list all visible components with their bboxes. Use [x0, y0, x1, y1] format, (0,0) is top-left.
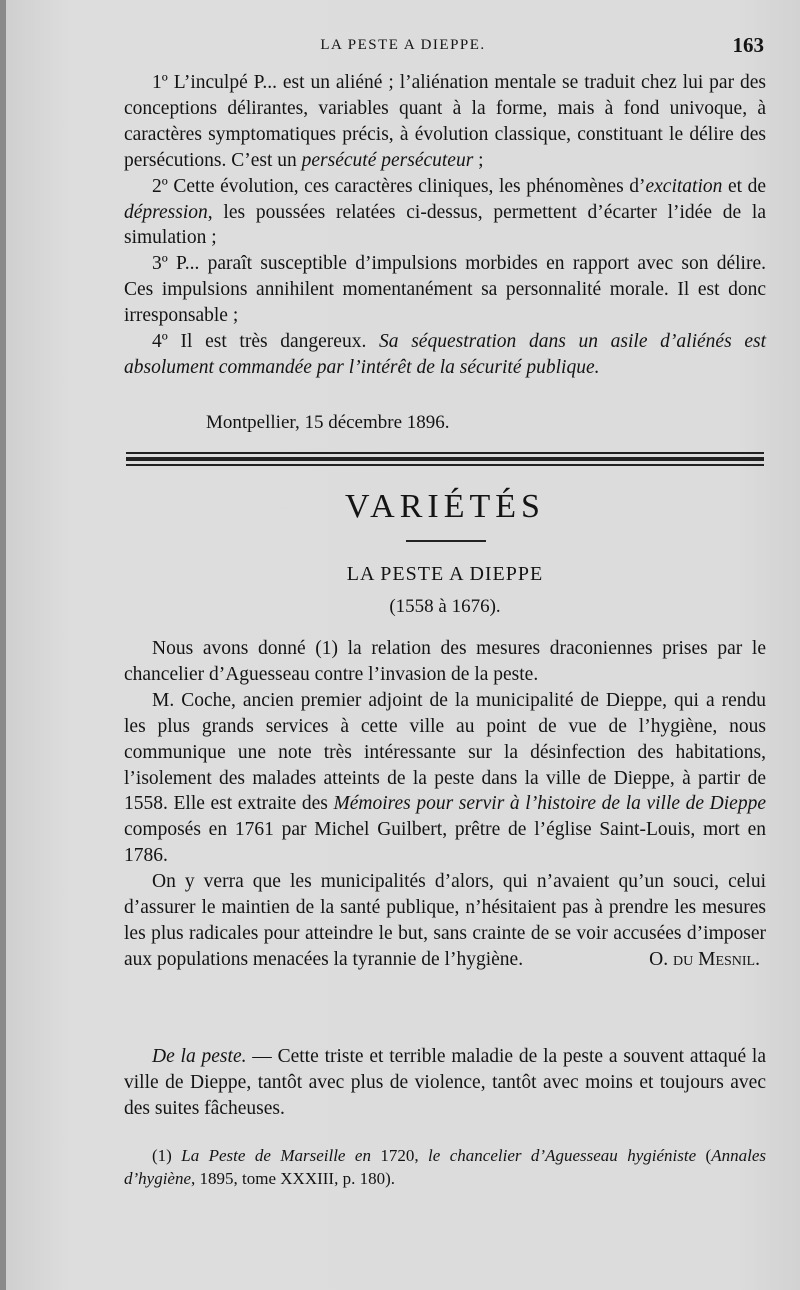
article-dates: (1558 à 1676).	[389, 596, 501, 617]
conclusion-2	[124, 174, 766, 252]
footnote-italic-c: Annales d’hygiène	[124, 1146, 766, 1188]
conclusion-4-text: 4º Il est très dangereux.	[152, 331, 380, 353]
running-head	[6, 33, 800, 61]
conclusion-2-italic-b: dépression	[124, 201, 208, 223]
article-paragraph-1: Nous avons donné (1) la relation des mesures draconiennes prises par le chancelier d’Aguesseau contre l’invasion de la peste.	[124, 638, 766, 685]
footnote-text-c: , 1895, tome XXXIII, p. 180).	[191, 1169, 395, 1188]
article-paragraph-4	[124, 1044, 766, 1122]
document-page	[6, 0, 800, 1290]
footnote-marker: (1)	[152, 1146, 182, 1165]
divider-thin-top	[126, 452, 764, 454]
page-number: 163	[732, 33, 764, 57]
signature	[621, 947, 760, 973]
divider-thin-bottom	[126, 464, 764, 466]
footnote-text-a: 1720,	[370, 1146, 429, 1165]
signature-initial: O.	[649, 948, 674, 970]
article-paragraph-2-italic: Mémoires pour servir à l’histoire de la ville de Dieppe	[333, 793, 766, 815]
article-paragraph-4-italic: De la peste.	[152, 1046, 247, 1067]
signature-name: du Mesnil.	[673, 948, 760, 970]
footnote-1	[124, 1144, 766, 1190]
footnote-text-b: (	[696, 1146, 712, 1165]
section-rule	[406, 540, 486, 542]
conclusion-2-italic-a: excitation	[645, 175, 723, 197]
conclusion-2-text-b: et de	[722, 175, 766, 197]
conclusion-4	[124, 329, 766, 381]
article-paragraph-3	[124, 869, 766, 973]
conclusion-2-text-c: , les poussées relatées ci-dessus, permettent d’écarter l’idée de la simulation ;	[124, 201, 766, 249]
article-paragraph-2-text-b: composés en 1761 par Michel Guilbert, prêtre de l’église Saint-Louis, mort en 1786.	[124, 819, 766, 867]
divider-thick	[126, 457, 764, 461]
footnote-italic-a: La Peste de Marseille en	[181, 1146, 371, 1165]
footnote	[124, 1144, 766, 1190]
conclusions-block	[124, 70, 766, 381]
conclusion-2-text-a: 2º Cette évolution, ces caractères cliniques, les phénomènes d’	[152, 175, 646, 197]
article-title: LA PESTE A DIEPPE	[346, 563, 544, 585]
conclusion-1-text: 1º L’inculpé P... est un aliéné ; l’aliénation mentale se traduit chez lui par des conceptions délirantes, variables quant à la forme, mais à fond univoque, à caractères symptomatiques précis, à évolution classique, constituant le délire des persécutions. C’est un	[124, 72, 766, 171]
section-title: VARIÉTÉS	[345, 488, 545, 525]
article-body	[124, 636, 766, 973]
conclusion-1-end: ;	[473, 149, 484, 171]
conclusion-1-italic: persécuté persécuteur	[301, 149, 474, 171]
conclusion-3: 3º P... paraît susceptible d’impulsions morbides en rapport avec son délire. Ces impulsions annihilent momentanément sa personnalité morale. Il est donc irresponsable ;	[124, 253, 766, 327]
conclusion-4-italic: Sa séquestration dans un asile d’aliénés est absolument commandée par l’intérêt de la sécurité publique.	[124, 331, 767, 378]
article-paragraph-2-text-a: M. Coche, ancien premier adjoint de la municipalité de Dieppe, qui a rendu les plus grands services à cette ville au point de vue de l’hygiène, nous communique une note très intéressante sur la désinfection des habitations, l’isolement des malades atteints de la peste dans la ville de Dieppe, à partir de 1558. Elle est extraite des	[124, 689, 766, 815]
article-paragraph-2	[124, 688, 766, 869]
running-title: LA PESTE A DIEPPE.	[320, 37, 486, 53]
footnote-italic-b: le chancelier d’Aguesseau hygiéniste	[428, 1146, 697, 1165]
date-line: Montpellier, 15 décembre 1896.	[206, 412, 450, 433]
article-body-continued	[124, 1044, 766, 1122]
article-paragraph-3-text: On y verra que les municipalités d’alors, qui n’avaient qu’un souci, celui d’assurer le maintien de la santé publique, n’hésitaient pas à prendre les mesures les plus radicales pour atteindre le but, sans crainte de se voir accusées d’imposer aux populations menacées la tyrannie de l’hygiène.	[124, 871, 766, 970]
article-paragraph-4-text: — Cette triste et terrible maladie de la peste a souvent attaqué la ville de Dieppe, tantôt avec plus de violence, tantôt avec moins et toujours avec des suites fâcheuses.	[124, 1046, 767, 1119]
conclusion-1	[124, 70, 766, 174]
